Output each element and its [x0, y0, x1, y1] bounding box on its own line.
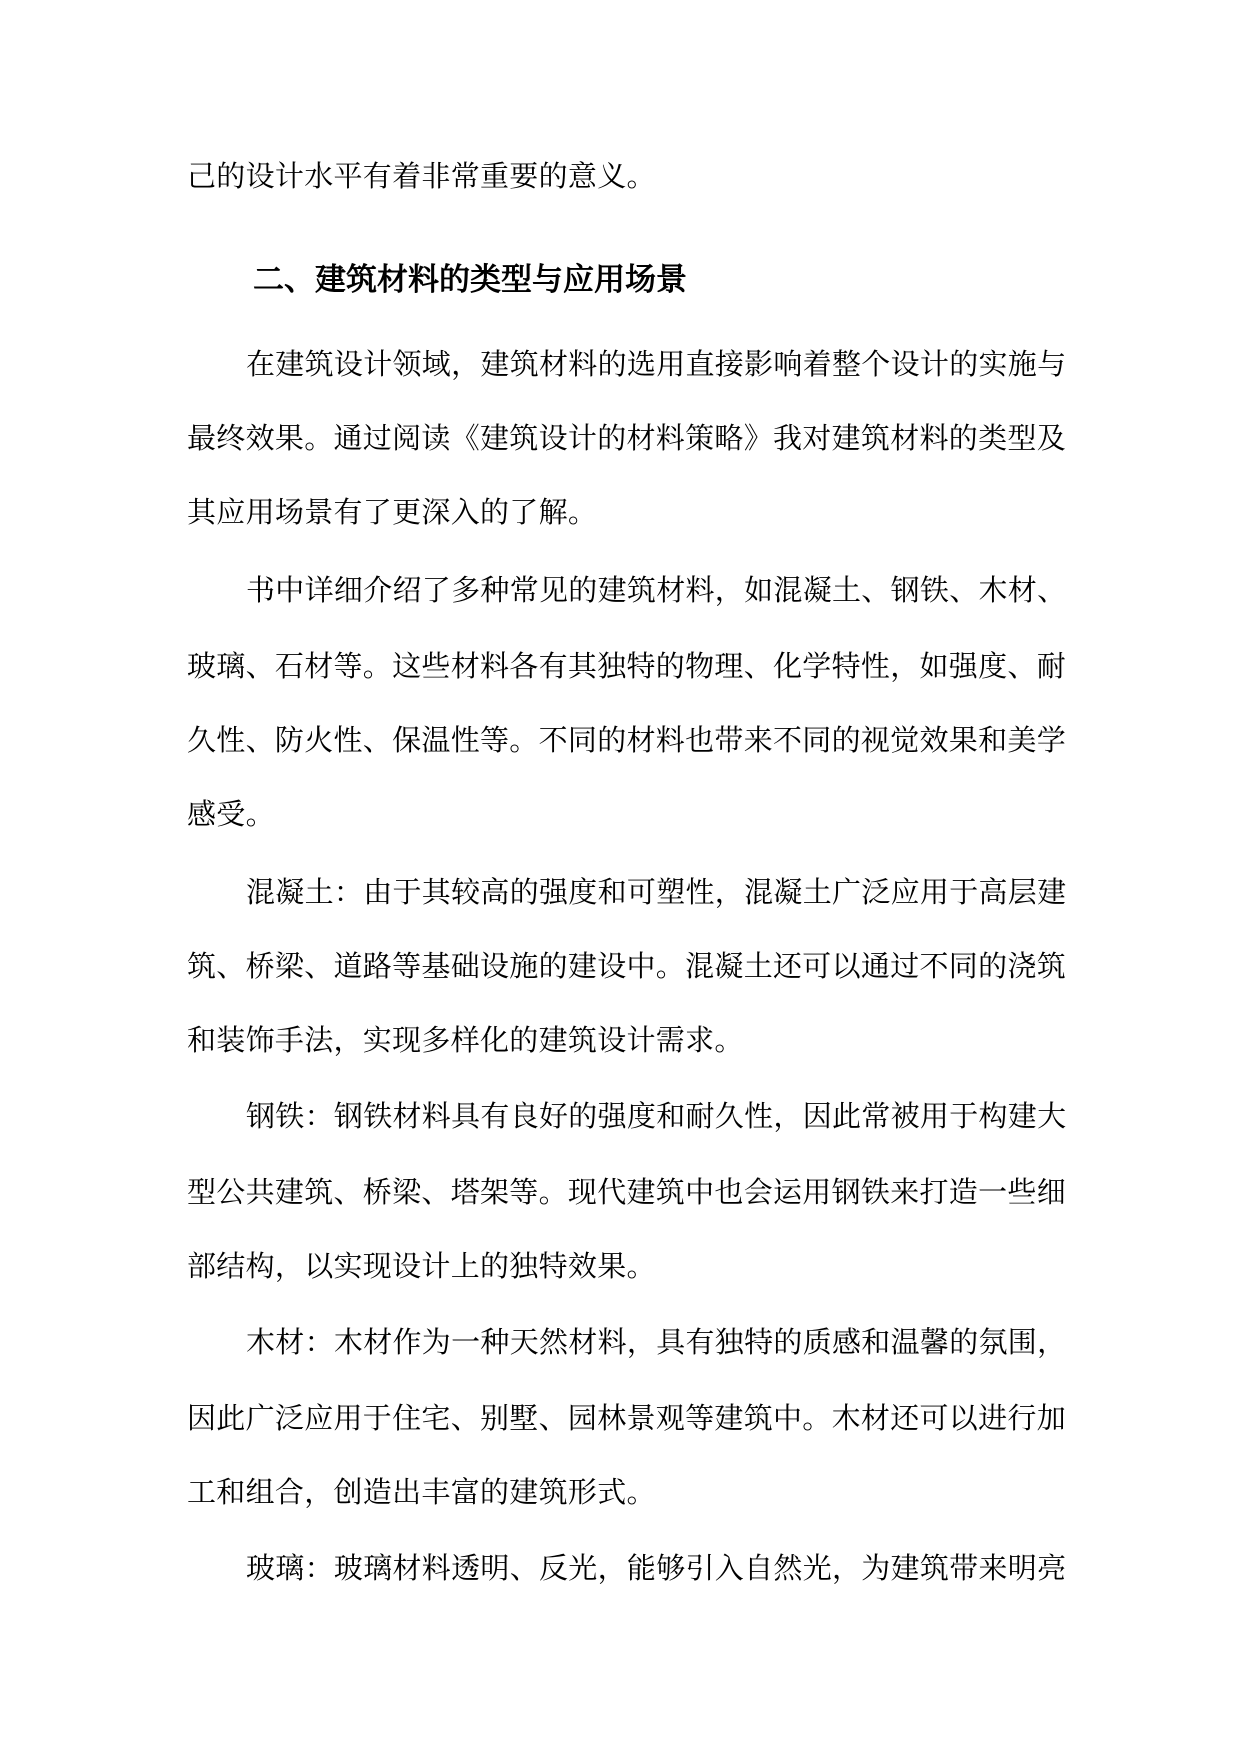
paragraph-line: 型公共建筑、桥梁、塔架等。现代建筑中也会运用钢铁来打造一些细	[187, 1175, 1067, 1209]
paragraph-line: 书中详细介绍了多种常见的建筑材料，如混凝土、钢铁、木材、	[246, 573, 1067, 607]
paragraph-line: 工和组合，创造出丰富的建筑形式。	[187, 1475, 656, 1509]
paragraph-line: 和装饰手法，实现多样化的建筑设计需求。	[187, 1023, 744, 1057]
paragraph-line: 部结构，以实现设计上的独特效果。	[187, 1249, 656, 1283]
paragraph-line: 其应用场景有了更深入的了解。	[187, 495, 598, 529]
paragraph-line: 钢铁：钢铁材料具有良好的强度和耐久性，因此常被用于构建大	[246, 1099, 1067, 1133]
paragraph-line: 玻璃、石材等。这些材料各有其独特的物理、化学特性，如强度、耐	[187, 649, 1067, 683]
paragraph-line: 木材：木材作为一种天然材料，具有独特的质感和温馨的氛围，	[246, 1325, 1067, 1359]
paragraph-line: 感受。	[187, 797, 275, 831]
paragraph-line: 筑、桥梁、道路等基础设施的建设中。混凝土还可以通过不同的浇筑	[187, 949, 1067, 983]
paragraph-line: 在建筑设计领域，建筑材料的选用直接影响着整个设计的实施与	[246, 347, 1067, 381]
paragraph-line: 因此广泛应用于住宅、别墅、园林景观等建筑中。木材还可以进行加	[187, 1401, 1067, 1435]
paragraph-line: 久性、防火性、保温性等。不同的材料也带来不同的视觉效果和美学	[187, 723, 1067, 757]
section-heading: 二、建筑材料的类型与应用场景	[253, 262, 687, 298]
paragraph-line: 混凝土：由于其较高的强度和可塑性，混凝土广泛应用于高层建	[246, 875, 1067, 909]
text-line: 己的设计水平有着非常重要的意义。	[187, 159, 656, 193]
paragraph-line: 玻璃：玻璃材料透明、反光，能够引入自然光，为建筑带来明亮	[246, 1551, 1067, 1585]
paragraph-line: 最终效果。通过阅读《建筑设计的材料策略》我对建筑材料的类型及	[187, 421, 1067, 455]
